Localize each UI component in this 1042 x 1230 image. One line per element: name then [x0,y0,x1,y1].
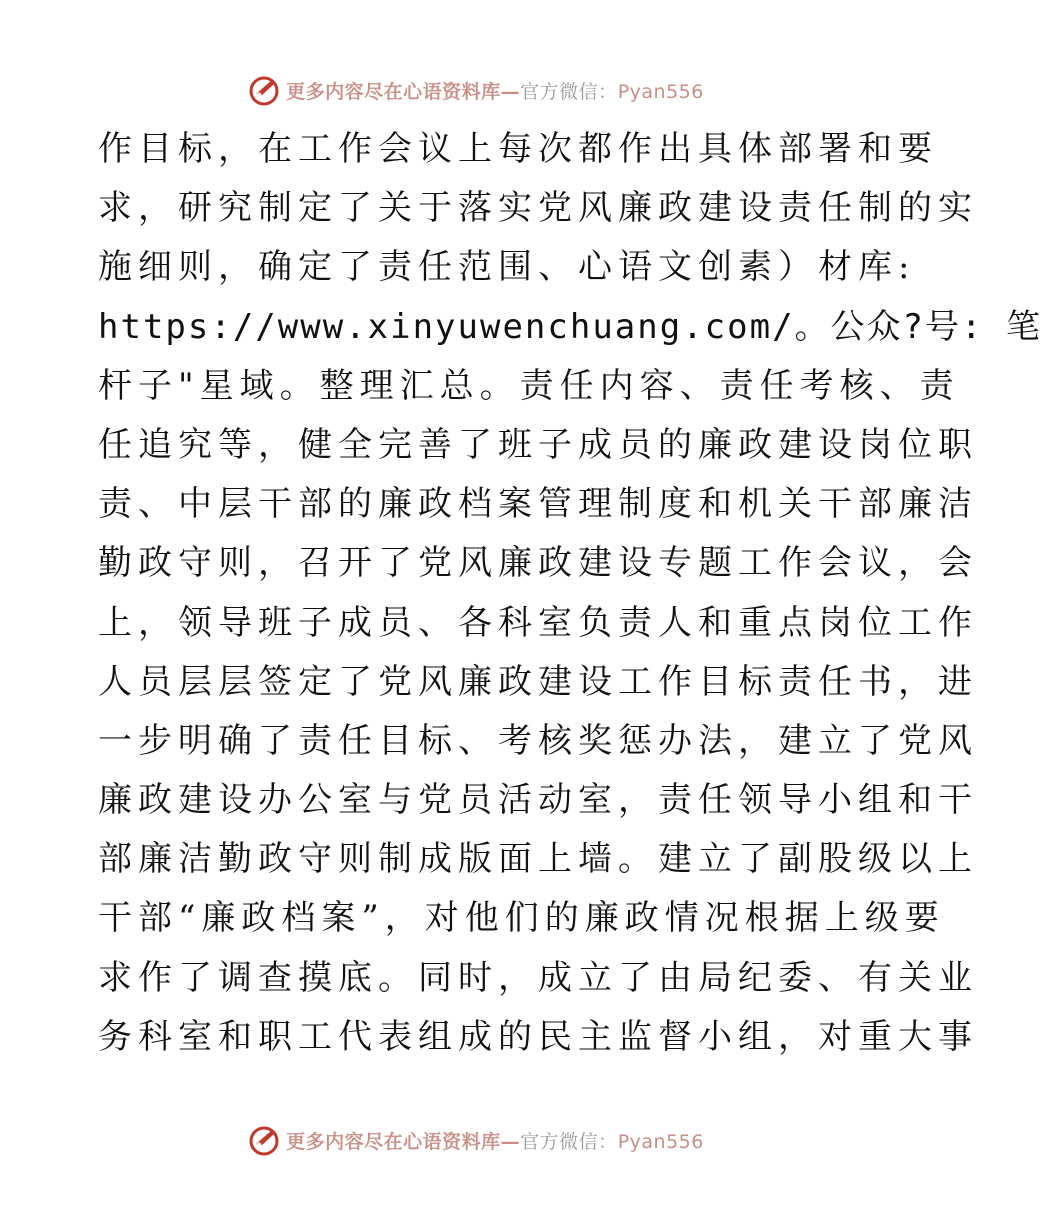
banner-wechat-id: Pyan556 [617,80,704,103]
body-line: 任追究等，健全完善了班子成员的廉政建设岗位职 [98,424,978,465]
body-line: 求作了调查摸底。同时，成立了由局纪委、有关业 [98,957,978,998]
body-line: 施细则，确定了责任范围、心语文创素）材库: [98,247,916,288]
body-line: 勤政守则，召开了党风廉政建设专题工作会议，会 [98,543,978,584]
body-line: 责、中层干部的廉政档案管理制度和机关干部廉洁 [98,484,978,525]
body-line: 杆子"星域。整理汇总。责任内容、责任考核、责 [98,365,960,406]
banner-text [286,1127,704,1154]
brand-logo-icon [246,1122,282,1158]
document-body [98,120,1042,1067]
banner-middle: 官方微信： [520,80,618,103]
body-line: 务科室和职工代表组成的民主监督小组，对重大事 [98,1016,978,1057]
body-line-url: https://www.xinyuwenchuang.com/。公众?号: 笔 [98,306,1042,347]
body-line: 一步明确了责任目标、考核奖惩办法，建立了党风 [98,720,978,761]
body-line: 上，领导班子成员、各科室负责人和重点岗位工作 [98,602,978,643]
footer-banner [0,1120,950,1160]
banner-lead: 更多内容尽在心语资料库— [286,80,521,103]
body-line: 人员层层签定了党风廉政建设工作目标责任书，进 [98,661,978,702]
body-line: 部廉洁勤政守则制成版面上墙。建立了副股级以上 [98,839,978,880]
body-line: 作目标，在工作会议上每次都作出具体部署和要 [98,129,938,169]
banner-wechat-id: Pyan556 [617,1130,704,1153]
banner-middle: 官方微信： [520,1130,618,1153]
banner-text [286,77,704,104]
header-banner [0,70,950,110]
body-line: 求，研究制定了关于落实党风廉政建设责任制的实 [98,188,978,229]
brand-logo-icon [246,72,282,108]
body-line: 干部“廉政档案”，对他们的廉政情况根据上级要 [98,898,945,939]
banner-lead: 更多内容尽在心语资料库— [286,1130,521,1153]
body-line: 廉政建设办公室与党员活动室，责任领导小组和干 [98,780,978,821]
